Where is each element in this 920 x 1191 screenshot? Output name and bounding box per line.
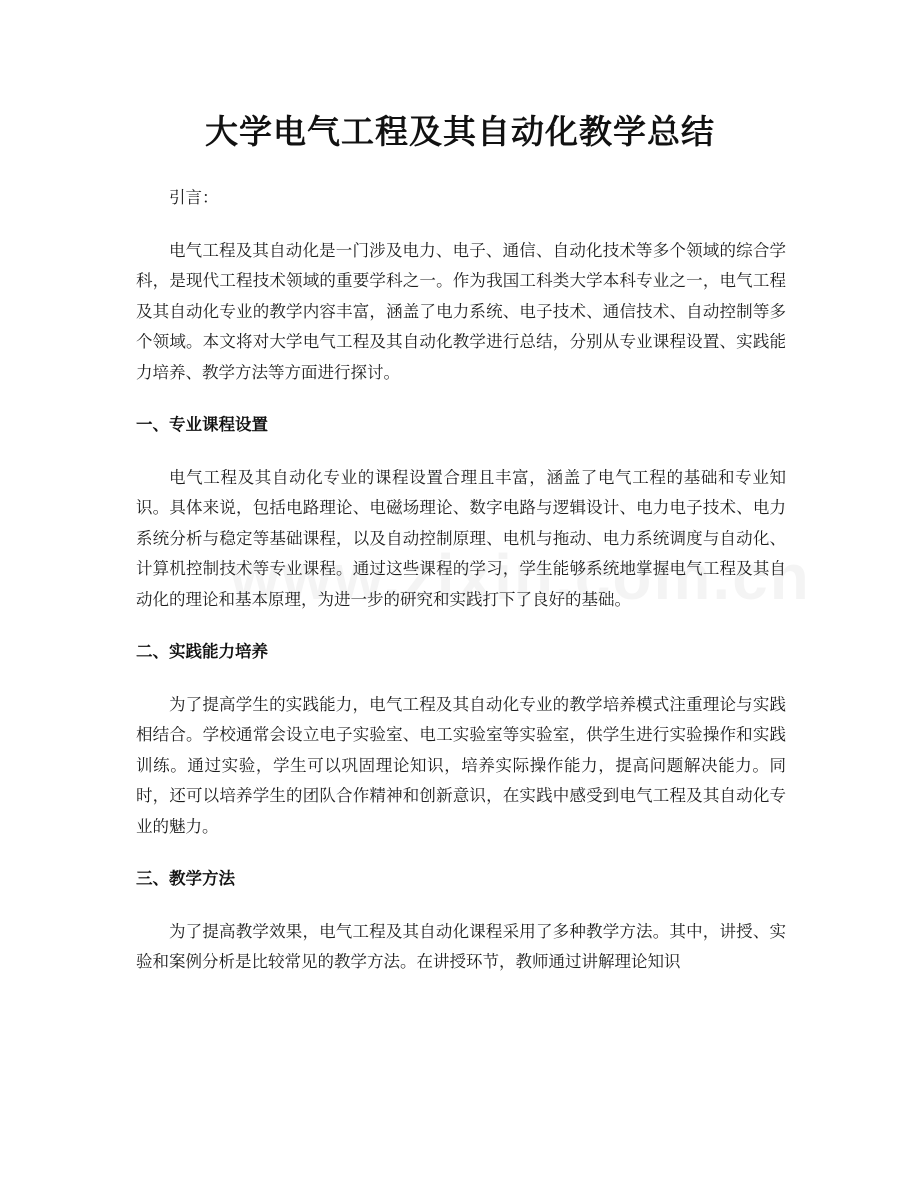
intro-label: 引言： <box>169 188 219 207</box>
section-heading-teaching-methods: 三、教学方法 <box>136 869 235 888</box>
intro-paragraph: 电气工程及其自动化是一门涉及电力、电子、通信、自动化技术等多个领域的综合学科，是现代工程技术领域的重要学科之一。作为我国工科类大学本科专业之一，电气工程及其自动化专业的教学内容丰富，涵盖了电力系统、电子技术、通信技术、自动控制等多个领域。本文将对大学电气工程及其自动化教学进行总结，分别从专业课程设置、实践能力培养、教学方法等方面进行探讨。 <box>136 240 786 382</box>
section-paragraph-course-setup: 电气工程及其自动化专业的课程设置合理且丰富，涵盖了电气工程的基础和专业知识。具体来说，包括电路理论、电磁场理论、数字电路与逻辑设计、电力电子技术、电力系统分析与稳定等基础课程，以及自动控制原理、电机与拖动、电力系统调度与自动化、计算机控制技术等专业课程。通过这些课程的学习，学生能够系统地掌握电气工程及其自动化的理论和基本原理，为进一步的研究和实践打下了良好的基础。 <box>136 467 786 609</box>
section-heading-practice: 二、实践能力培养 <box>136 642 268 661</box>
document-title: 大学电气工程及其自动化教学总结 <box>205 112 715 151</box>
section-paragraph-teaching-methods: 为了提高教学效果，电气工程及其自动化课程采用了多种教学方法。其中，讲授、实验和案例分析是比较常见的教学方法。在讲授环节，教师通过讲解理论知识 <box>136 921 786 971</box>
section-heading-course-setup: 一、专业课程设置 <box>136 415 268 434</box>
section-paragraph-practice: 为了提高学生的实践能力，电气工程及其自动化专业的教学培养模式注重理论与实践相结合。学校通常会设立电子实验室、电工实验室等实验室，供学生进行实验操作和实践训练。通过实验，学生可以巩固理论知识，培养实际操作能力，提高问题解决能力。同时，还可以培养学生的团队合作精神和创新意识，在实践中感受到电气工程及其自动化专业的魅力。 <box>136 694 786 836</box>
document-body <box>136 183 786 1000</box>
